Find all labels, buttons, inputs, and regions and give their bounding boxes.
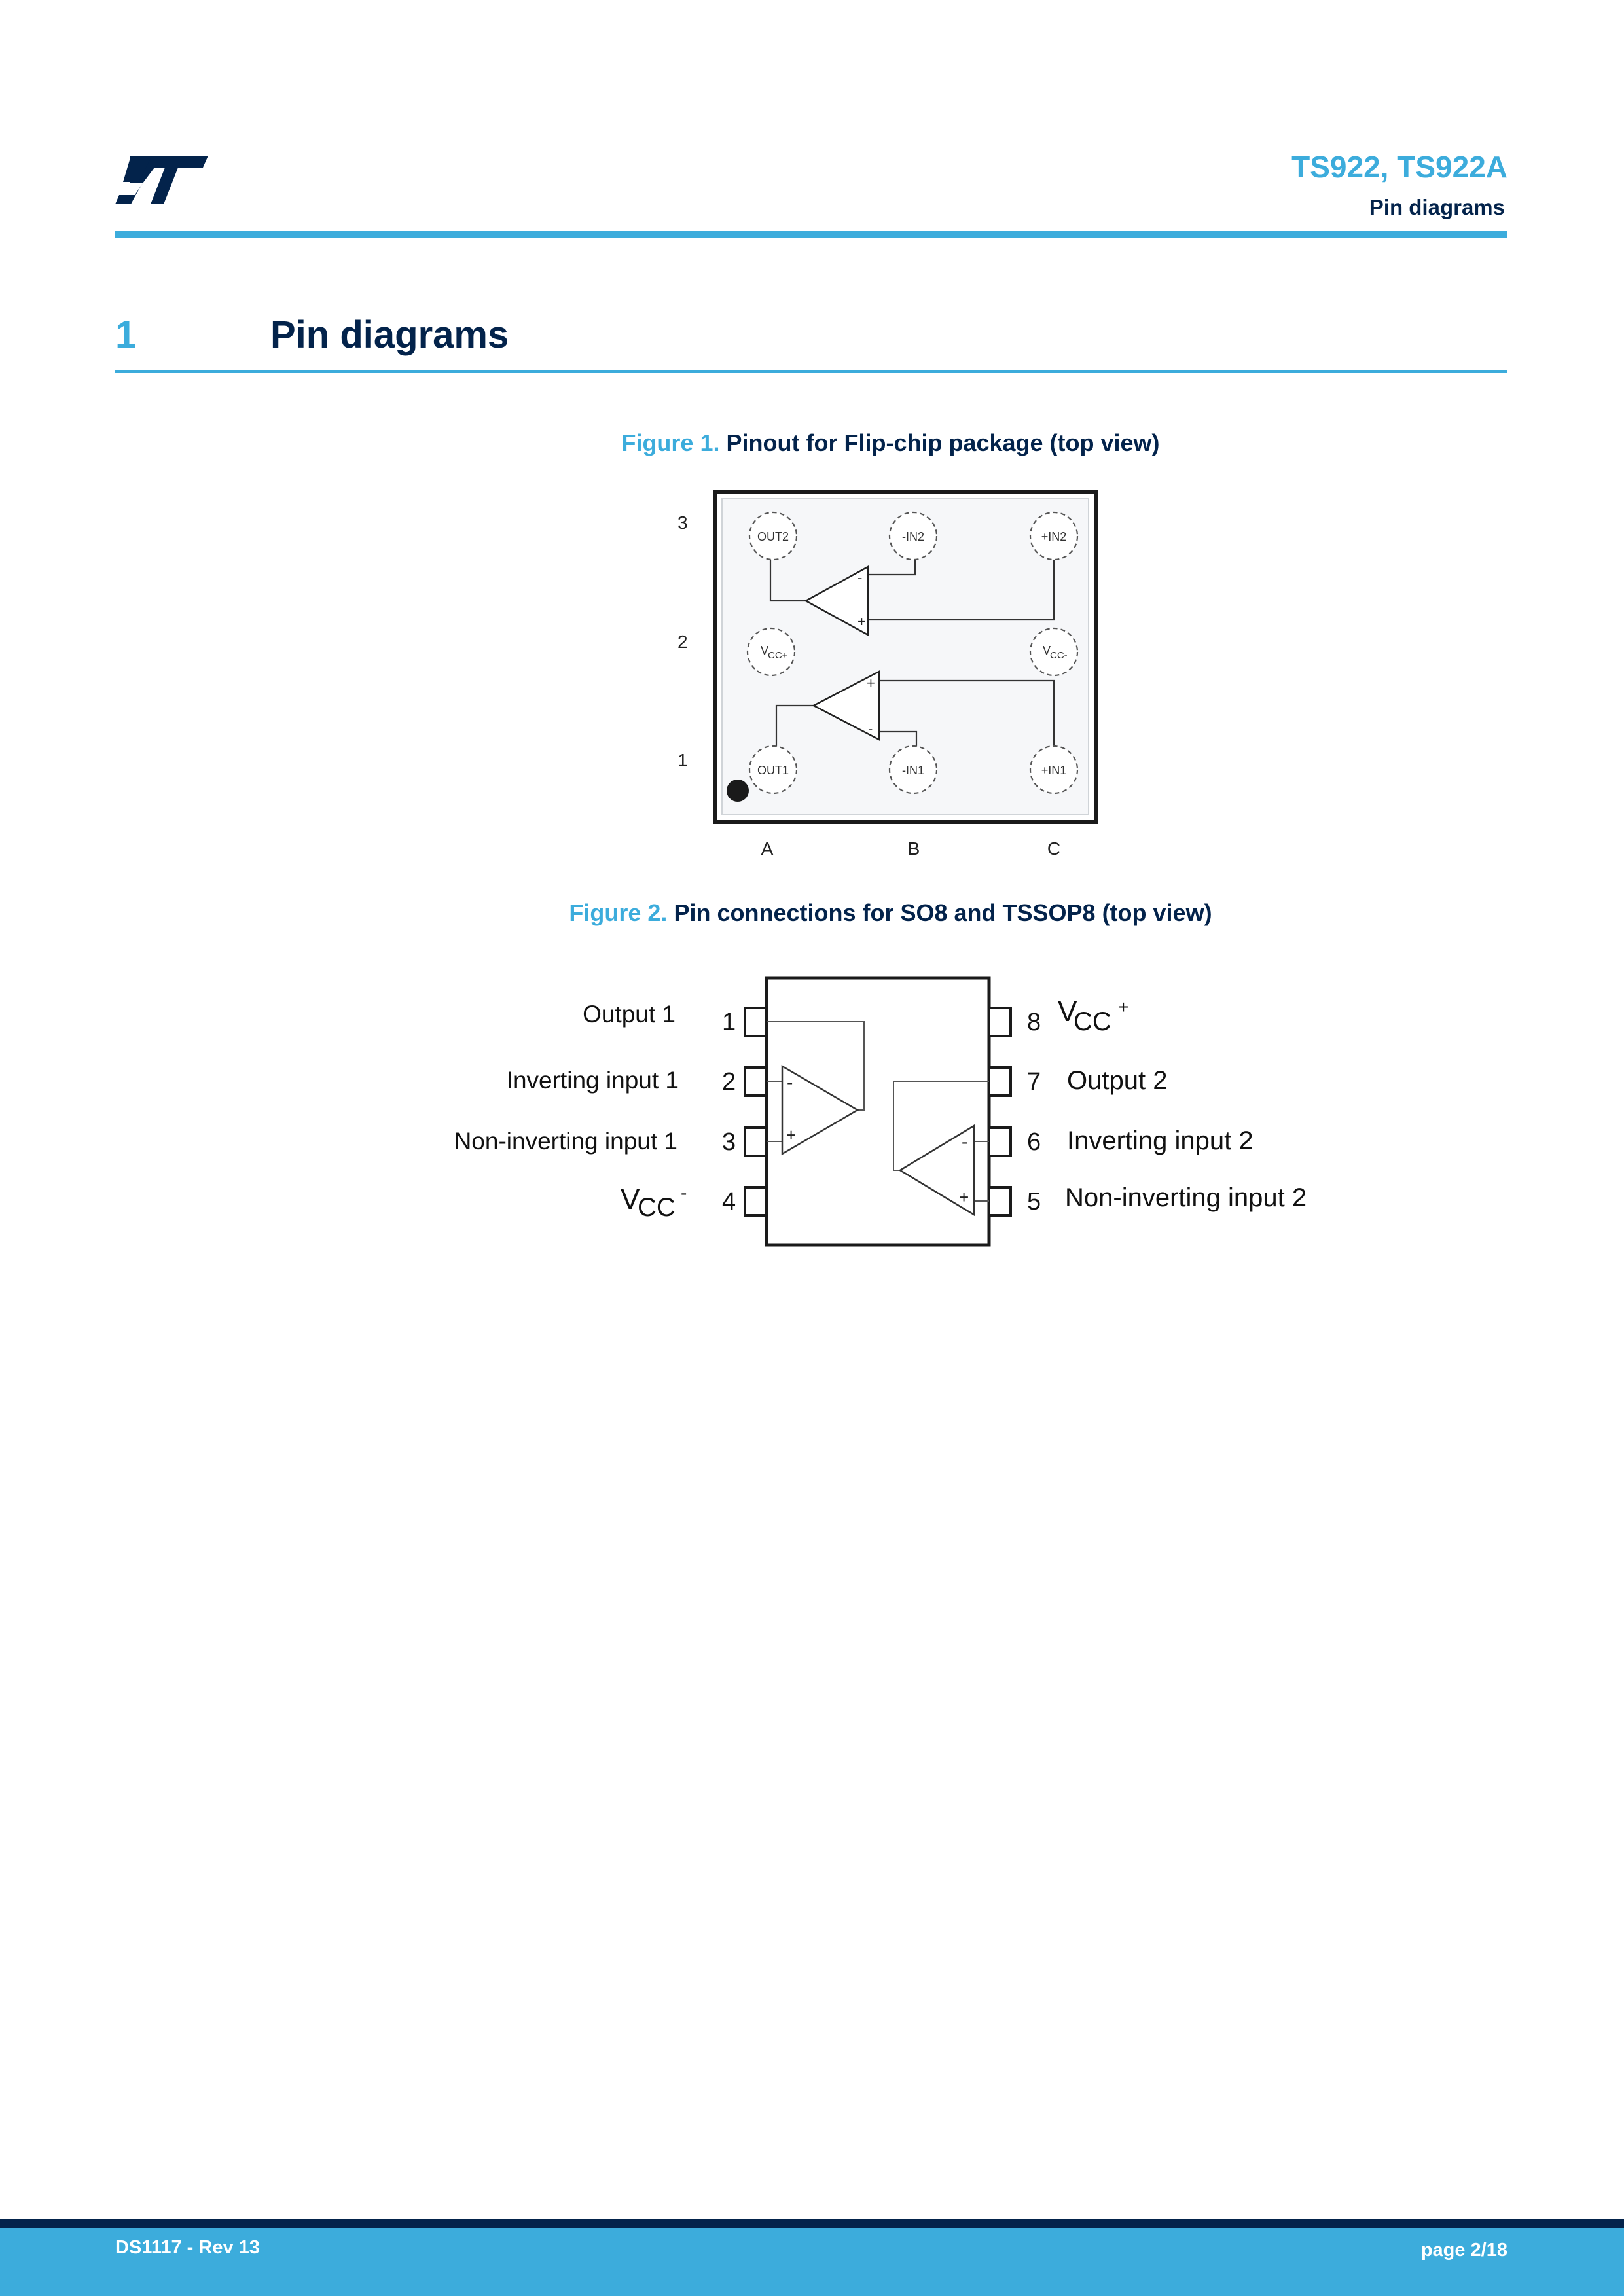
pin-name-sub: CC bbox=[1074, 1007, 1111, 1036]
so8-tssop8-pinout-diagram bbox=[419, 969, 1381, 1250]
figure1-caption bbox=[0, 429, 1624, 457]
ball-label-sub: CC- bbox=[1050, 650, 1068, 661]
plus-sign: + bbox=[867, 675, 875, 691]
pin-number: 1 bbox=[722, 1009, 736, 1036]
ball-label: -IN2 bbox=[901, 530, 925, 543]
pin-1-stub bbox=[745, 1008, 767, 1036]
pin-number: 5 bbox=[1027, 1188, 1041, 1215]
figure1-label: Figure 1. bbox=[621, 429, 720, 456]
section-rule bbox=[115, 370, 1507, 373]
row-label: 3 bbox=[677, 512, 688, 533]
document-reference: DS1117 - Rev 13 bbox=[115, 2237, 260, 2258]
pin-name: Non-inverting input 2 bbox=[1065, 1183, 1307, 1212]
minus-sign: - bbox=[787, 1072, 793, 1092]
pin-2-stub bbox=[745, 1067, 767, 1096]
ball-label: -IN1 bbox=[901, 764, 925, 777]
row-label: 1 bbox=[677, 750, 688, 770]
page-number: page 2/18 bbox=[1420, 2240, 1507, 2261]
section-number: 1 bbox=[115, 314, 137, 356]
pin-name-sup: + bbox=[1118, 997, 1129, 1017]
ball-label-sub: CC+ bbox=[768, 650, 788, 661]
pin-3-stub bbox=[745, 1128, 767, 1156]
pin-8-stub bbox=[989, 1008, 1011, 1036]
pin-6-stub bbox=[989, 1128, 1011, 1156]
pin-name: V bbox=[621, 1183, 640, 1215]
column-label: C bbox=[1047, 838, 1061, 859]
pin1-marker-icon bbox=[727, 780, 749, 802]
ball-label: V bbox=[761, 644, 769, 657]
minus-sign: - bbox=[962, 1132, 968, 1152]
pin-name: Output 1 bbox=[583, 1001, 676, 1028]
figure2-title: Pin connections for SO8 and TSSOP8 (top view) bbox=[674, 899, 1212, 926]
pin-name: Output 2 bbox=[1067, 1066, 1168, 1095]
pin-name: Inverting input 2 bbox=[1067, 1126, 1254, 1155]
pin-number: 4 bbox=[722, 1188, 736, 1215]
figure2-caption bbox=[0, 899, 1624, 927]
document-title: TS922, TS922A bbox=[1291, 150, 1507, 184]
ball-label: V bbox=[1043, 644, 1051, 657]
column-label: B bbox=[907, 838, 920, 859]
pin-number: 7 bbox=[1027, 1068, 1041, 1096]
pin-number: 8 bbox=[1027, 1009, 1041, 1036]
section-title: Pin diagrams bbox=[270, 314, 509, 356]
ball-label: OUT1 bbox=[757, 764, 789, 777]
pin-number: 2 bbox=[722, 1068, 736, 1096]
flip-chip-pinout-diagram bbox=[655, 484, 1126, 864]
pin-5-stub bbox=[989, 1187, 1011, 1215]
row-label: 2 bbox=[677, 632, 688, 652]
figure2-label: Figure 2. bbox=[569, 899, 668, 926]
pin-number: 6 bbox=[1027, 1128, 1041, 1156]
pin-4-stub bbox=[745, 1187, 767, 1215]
pin-number: 3 bbox=[722, 1128, 736, 1156]
pin-name: Non-inverting input 1 bbox=[454, 1128, 677, 1155]
footer-rule bbox=[0, 2219, 1624, 2228]
header-rule bbox=[115, 231, 1507, 238]
pin-name-sub: CC bbox=[638, 1193, 676, 1222]
pin-name: V bbox=[1058, 996, 1077, 1028]
pin-name: Inverting input 1 bbox=[506, 1067, 679, 1094]
st-logo-icon bbox=[115, 154, 208, 206]
minus-sign: - bbox=[868, 721, 873, 737]
minus-sign: - bbox=[857, 569, 863, 586]
ball-label: +IN1 bbox=[1041, 764, 1067, 777]
pin-name-sup: - bbox=[681, 1183, 687, 1203]
column-label: A bbox=[761, 838, 774, 859]
plus-sign: + bbox=[857, 613, 866, 630]
plus-sign: + bbox=[786, 1125, 797, 1145]
pin-7-stub bbox=[989, 1067, 1011, 1096]
figure1-title: Pinout for Flip-chip package (top view) bbox=[726, 429, 1160, 456]
ball-label: OUT2 bbox=[757, 530, 789, 543]
ball-label: +IN2 bbox=[1041, 530, 1067, 543]
plus-sign: + bbox=[959, 1187, 969, 1207]
document-subtitle: Pin diagrams bbox=[1369, 195, 1505, 219]
